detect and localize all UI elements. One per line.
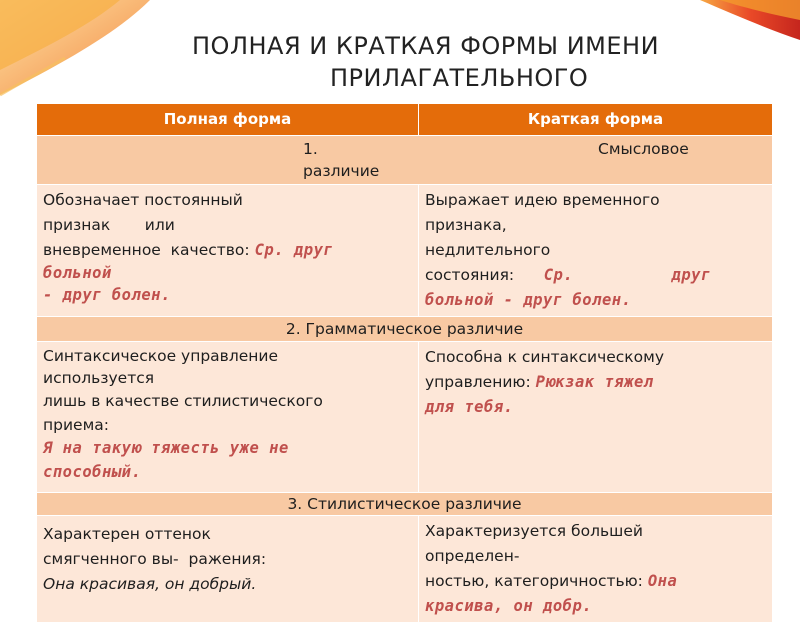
- example-text: Ср. друг: [543, 266, 711, 284]
- example-text: - друг болен.: [43, 286, 171, 304]
- text-segment: управлению:: [425, 373, 531, 391]
- text-line: [425, 370, 766, 395]
- text-line: Обозначает постоянный: [43, 191, 243, 209]
- text-segment: вневременное качество:: [43, 241, 250, 259]
- text-segment: ностью, категоричностью:: [425, 572, 643, 590]
- text-segment: состояния:: [425, 266, 515, 284]
- section-3-full-cell: [37, 516, 419, 623]
- section-2-full-cell: [37, 342, 419, 493]
- title-line-2: ПРИЛАГАТЕЛЬНОГО: [330, 64, 589, 92]
- section-2-short-cell: [419, 342, 773, 493]
- section-1-word1: Смысловое: [598, 140, 689, 158]
- example-text: красива, он добр.: [425, 597, 593, 615]
- text-line: [43, 238, 412, 263]
- section-1-word2: различие: [303, 162, 380, 180]
- example-text: больной: [43, 264, 112, 282]
- text-line: лишь в качестве стилистического: [43, 392, 323, 410]
- header-short-form: Краткая форма: [419, 104, 773, 136]
- text-line: Синтаксическое управление: [43, 347, 279, 365]
- text-line: приема:: [43, 416, 109, 434]
- text-line: недлительного: [425, 241, 551, 259]
- section-3-short-cell: [419, 516, 773, 623]
- example-text: Рюкзак тяжел: [535, 373, 654, 391]
- header-row: [37, 104, 773, 136]
- section-3-row: [37, 516, 773, 623]
- example-text: Ср. друг: [254, 241, 334, 259]
- comparison-table: [36, 103, 773, 623]
- slide-title: [150, 30, 750, 94]
- text-line: Выражает идею временного: [425, 191, 660, 209]
- example-text: способный.: [43, 463, 142, 481]
- text-line: [425, 263, 766, 288]
- text-line: Характеризуется большей: [425, 522, 643, 540]
- section-1-row: [37, 185, 773, 317]
- section-heading-row: [37, 136, 773, 185]
- section-1-short-cell: [419, 185, 773, 317]
- example-text: Я на такую тяжесть уже не: [43, 439, 289, 457]
- section-heading-row: [37, 493, 773, 516]
- example-text: Она: [647, 572, 678, 590]
- text-line: [425, 569, 766, 594]
- section-1-number: 1.: [303, 140, 318, 158]
- section-3-heading: 3. Стилистическое различие: [37, 493, 773, 516]
- text-line: признака,: [425, 216, 507, 234]
- example-text: больной - друг болен.: [425, 291, 632, 309]
- section-1-full-cell: [37, 185, 419, 317]
- text-line: используется: [43, 369, 155, 387]
- text-line: смягченного вы- ражения:: [43, 550, 267, 568]
- text-line: определен-: [425, 547, 520, 565]
- text-line: признак или: [43, 216, 175, 234]
- section-2-heading: 2. Грамматическое различие: [37, 317, 773, 342]
- section-2-row: [37, 342, 773, 493]
- header-full-form: Полная форма: [37, 104, 419, 136]
- section-1-heading: [37, 136, 773, 185]
- italic-example: Она красивая, он добрый.: [43, 575, 257, 593]
- section-heading-row: [37, 317, 773, 342]
- text-line: Характерен оттенок: [43, 525, 211, 543]
- example-text: для тебя.: [425, 398, 514, 416]
- text-line: Способна к синтаксическому: [425, 348, 664, 366]
- title-line-1: ПОЛНАЯ И КРАТКАЯ ФОРМЫ ИМЕНИ: [192, 32, 660, 60]
